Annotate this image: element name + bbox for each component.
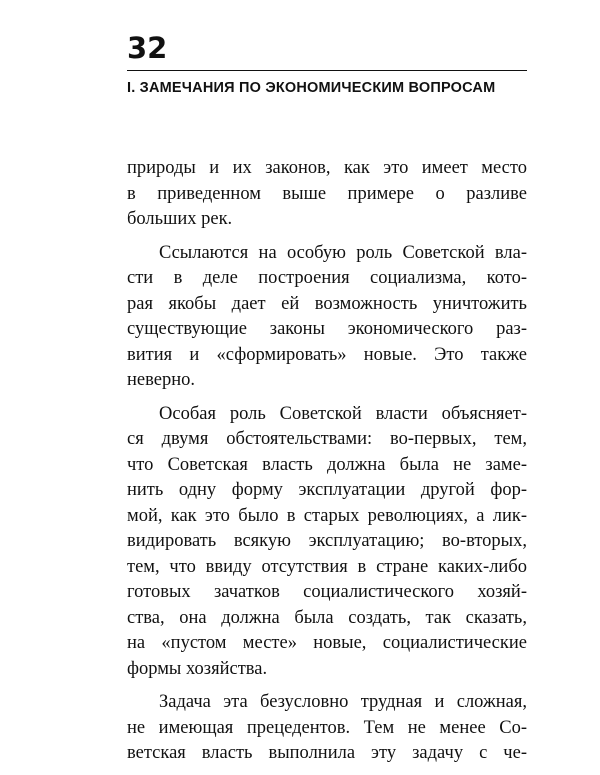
text-line: существующие законы экономического раз- [127,319,527,339]
paragraph [127,402,527,683]
text-line: что Советская власть должна была не заме- [127,454,527,475]
text-line: Задача эта безусловно трудная и сложная, [159,692,527,712]
paragraph [127,690,527,767]
text-line: на «пустом месте» новые, социалистические [127,633,527,653]
text-line: природы и их законов, как это имеет место [127,158,527,178]
text-line: ся двумя обстоятельствами: во-первых, тем, [127,429,527,449]
text-line: видировать всякую эксплуатацию; во-вторых, [127,531,527,551]
text-line: готовых зачатков социалистического хозяй- [127,582,527,602]
text-line: Ссылаются на особую роль Советской вла- [159,242,527,263]
text-line: сти в деле построения социализма, кото- [127,268,527,288]
text-line: рая якобы дает ей возможность уничтожить [127,293,527,314]
text-line: вития и «сформировать» новые. Это также [127,344,527,365]
text-line: неверно. [127,370,195,390]
text-line: ветская власть выполнила эту задачу с че- [127,743,527,763]
paragraph [127,241,527,394]
text-line: формы хозяйства. [127,658,268,679]
page-number: 32 [127,31,168,65]
body-text [127,156,527,775]
text-line: не имеющая прецедентов. Тем не менее Со- [127,717,527,738]
running-head: I. ЗАМЕЧАНИЯ ПО ЭКОНОМИЧЕСКИМ ВОПРОСАМ [127,80,496,96]
text-line: нить одну форму эксплуатации другой фор- [127,480,527,500]
text-line: Особая роль Советской власти объясняет- [159,403,527,424]
text-line: тем, что ввиду отсутствия в стране каких-либо [127,556,527,577]
text-line: мой, как это было в старых революциях, а лик- [127,505,527,526]
text-line: больших рек. [127,209,233,229]
text-line: ства, она должна была создать, так сказать, [127,607,527,628]
text-line: в приведенном выше примере о разливе [127,183,527,204]
header-rule [127,70,527,71]
paragraph [127,156,527,233]
